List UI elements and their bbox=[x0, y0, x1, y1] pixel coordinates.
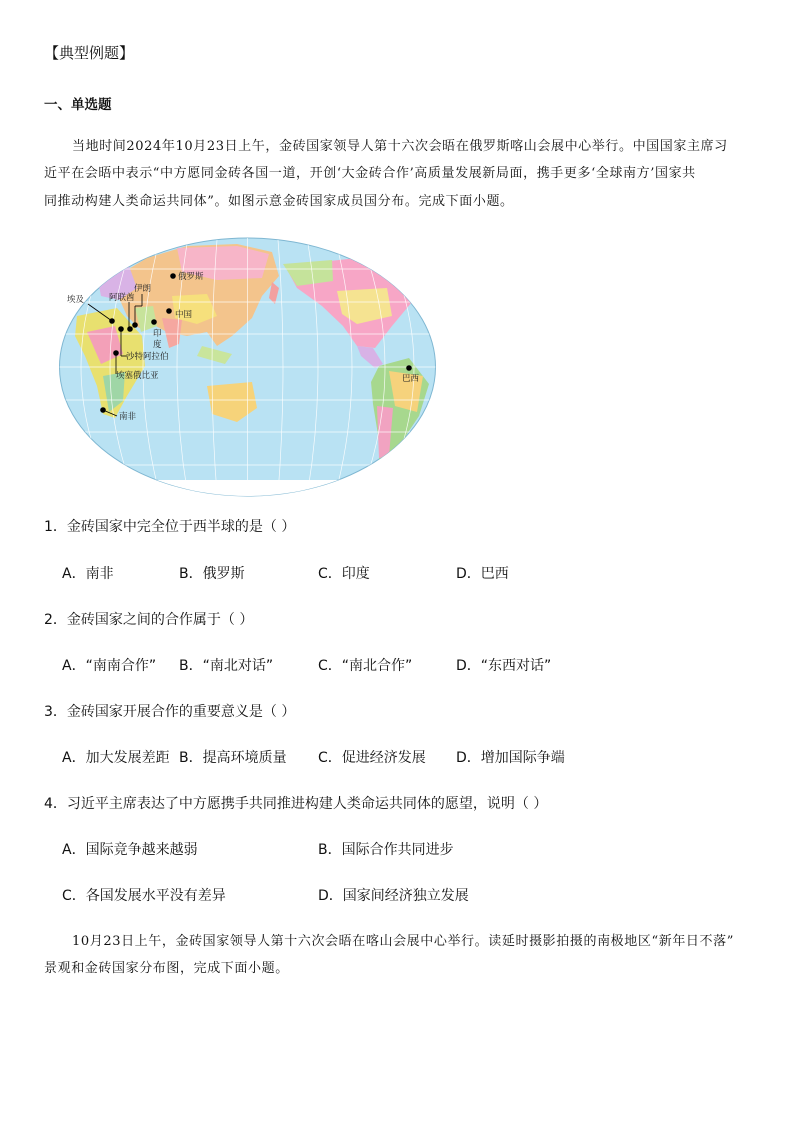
question-4-stem: 4．习近平主席表达了中方愿携手共同推进构建人类命运共同体的愿望，说明（ ） bbox=[44, 796, 548, 812]
marker-brazil bbox=[407, 366, 412, 371]
label-south-africa: 南非 bbox=[119, 412, 137, 422]
passage-line: 当地时间2024年10月23日上午，金砖国家领导人第十六次会晤在俄罗斯喀山会展中心举行。中国国家主席习 bbox=[72, 139, 728, 154]
q4-option-d[interactable]: D．国家间经济独立发展 bbox=[318, 888, 469, 904]
passage-line: 同推动构建人类命运共同体”。如图示意金砖国家成员国分布。完成下面小题。 bbox=[44, 194, 514, 209]
q1-option-b[interactable]: B．俄罗斯 bbox=[179, 566, 245, 582]
label-egypt: 埃及 bbox=[67, 295, 85, 305]
q2-option-b[interactable]: B．“南北对话” bbox=[179, 658, 274, 674]
label-iran: 伊朗 bbox=[134, 284, 152, 294]
q1-option-a[interactable]: A．南非 bbox=[62, 566, 114, 582]
q1-option-c[interactable]: C．印度 bbox=[318, 566, 370, 582]
q3-option-b[interactable]: B．提高环境质量 bbox=[179, 750, 287, 766]
q2-option-c[interactable]: C．“南北合作” bbox=[318, 658, 413, 674]
label-uae: 阿联酋 bbox=[109, 293, 135, 303]
label-ethiopia: 埃塞俄比亚 bbox=[116, 371, 159, 381]
label-saudi: 沙特阿拉伯 bbox=[126, 352, 169, 362]
q4-option-a[interactable]: A．国际竞争越来越弱 bbox=[62, 842, 198, 858]
q1-option-d[interactable]: D．巴西 bbox=[456, 566, 509, 582]
q4-option-c[interactable]: C．各国发展水平没有差异 bbox=[62, 888, 226, 904]
passage-line: 10月23日上午，金砖国家领导人第十六次会晤在喀山会展中心举行。读延时摄影拍摄的南极地区“新年日不落” bbox=[72, 934, 734, 949]
label-india-line1: 印 bbox=[153, 329, 162, 339]
label-brazil: 巴西 bbox=[402, 374, 420, 384]
marker-india bbox=[152, 320, 157, 325]
marker-uae bbox=[128, 327, 133, 332]
q3-option-d[interactable]: D．增加国际争端 bbox=[456, 750, 565, 766]
q3-option-a[interactable]: A．加大发展差距 bbox=[62, 750, 170, 766]
label-russia: 俄罗斯 bbox=[178, 272, 204, 282]
question-2-stem: 2．金砖国家之间的合作属于（ ） bbox=[44, 612, 254, 628]
q2-option-a[interactable]: A．“南南合作” bbox=[62, 658, 157, 674]
passage-line: 景观和金砖国家分布图，完成下面小题。 bbox=[44, 961, 289, 976]
world-map-graphic bbox=[57, 236, 438, 498]
brics-world-map bbox=[57, 236, 438, 498]
label-china: 中国 bbox=[175, 310, 193, 320]
section-title: 【典型例题】 bbox=[44, 44, 135, 62]
marker-russia bbox=[171, 274, 176, 279]
greenland bbox=[402, 248, 435, 274]
passage-line: 近平在会晤中表示“中方愿同金砖各国一道，开创‘大金砖合作’高质量发展新局面，携手更多‘全球南方’国家共 bbox=[44, 166, 696, 181]
question-1-stem: 1．金砖国家中完全位于西半球的是（ ） bbox=[44, 519, 296, 535]
label-india-line2: 度 bbox=[153, 340, 162, 350]
question-3-stem: 3．金砖国家开展合作的重要意义是（ ） bbox=[44, 704, 296, 720]
marker-china bbox=[167, 309, 172, 314]
section-subheading: 一、单选题 bbox=[44, 97, 112, 113]
q2-option-d[interactable]: D．“东西对话” bbox=[456, 658, 552, 674]
q4-option-b[interactable]: B．国际合作共同进步 bbox=[318, 842, 454, 858]
q3-option-c[interactable]: C．促进经济发展 bbox=[318, 750, 426, 766]
